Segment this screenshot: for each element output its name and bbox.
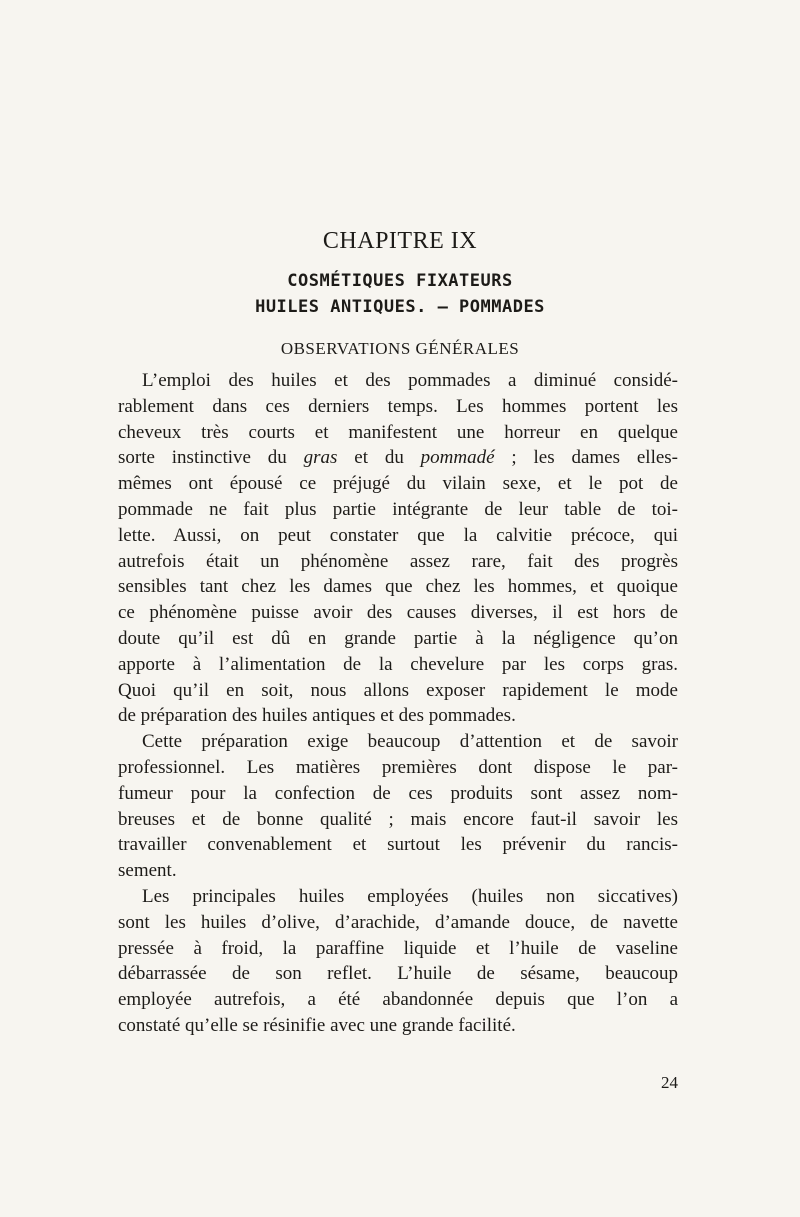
chapter-title: CHAPITRE IX (322, 228, 478, 254)
italic-term-gras: gras (303, 447, 338, 469)
text-line: lette. Aussi, on peut constater que la calvitie précoce, qui (118, 524, 678, 546)
body-text (118, 368, 678, 1039)
text-line: ce phénomène puisse avoir des causes diverses, il est hors de (118, 602, 678, 624)
text-line: L’emploi des huiles et des pommades a diminué considé- (142, 370, 678, 391)
text-line: sensibles tant chez les dames que chez les hommes, et quoique (118, 576, 678, 598)
text-line: travailler convenablement et surtout les prévenir du rancis- (118, 834, 678, 856)
text-line: pressée à froid, la paraffine liquide et l’huile de vaseline (118, 937, 678, 959)
text-line: employée autrefois, a été abandonnée depuis que l’on a (118, 989, 678, 1011)
text-line: mêmes ont épousé ce préjugé du vilain sexe, et le pot de (118, 473, 678, 495)
text-line: sont les huiles d’olive, d’arachide, d’amande douce, de navette (118, 911, 678, 933)
page-number: 24 (661, 1073, 678, 1092)
text-line: Les principales huiles employées (huiles non siccatives) (142, 885, 678, 907)
text-line: constaté qu’elle se résinifie avec une grande facilité. (118, 1014, 516, 1036)
text-line: Cette préparation exige beaucoup d’attention et de savoir (142, 731, 678, 753)
chapter-subtitle-line-1: COSMÉTIQUES FIXATEURS (287, 271, 513, 291)
text-line: professionnel. Les matières premières dont dispose le par- (118, 756, 678, 778)
text-line: Quoi qu’il en soit, nous allons exposer rapidement le mode (118, 679, 678, 701)
text-line: sement. (118, 860, 177, 882)
text-fragment: et du (354, 447, 404, 469)
text-line: pommade ne fait plus partie intégrante de leur table de toi- (118, 498, 678, 520)
italic-term-pommade: pommadé (420, 447, 495, 469)
section-title: OBSERVATIONS GÉNÉRALES (280, 339, 520, 358)
chapter-subtitle-line-2: HUILES ANTIQUES. — POMMADES (255, 297, 545, 317)
text-line: doute qu’il est dû en grande partie à la négligence qu’on (118, 627, 678, 649)
text-line: fumeur pour la confection de ces produits sont assez nom- (118, 782, 678, 804)
text-fragment: sorte instinctive du (118, 447, 287, 469)
text-line: rablement dans ces derniers temps. Les hommes portent les (118, 395, 678, 417)
text-line-with-italics (118, 445, 678, 471)
text-line: débarrassée de son reflet. L’huile de sésame, beaucoup (118, 963, 678, 985)
text-line: autrefois était un phénomène assez rare, fait des progrès (118, 550, 678, 572)
text-line: de préparation des huiles antiques et des pommades. (118, 705, 516, 727)
text-fragment: ; les dames elles- (511, 447, 679, 469)
text-line: apporte à l’alimentation de la chevelure par les corps gras. (118, 653, 678, 675)
text-line: breuses et de bonne qualité ; mais encore faut-il savoir les (118, 808, 678, 830)
text-line: cheveux très courts et manifestent une horreur en quelque (118, 421, 678, 443)
